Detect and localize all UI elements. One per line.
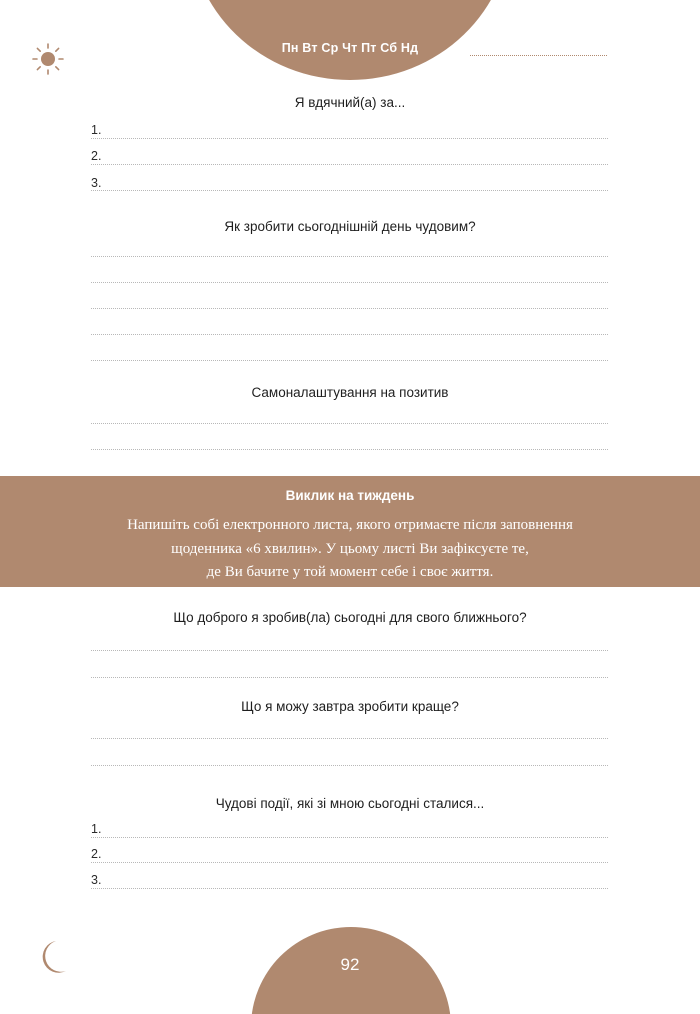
moon-icon bbox=[36, 939, 68, 975]
great-day-heading: Як зробити сьогоднішній день чудовим? bbox=[224, 219, 476, 234]
header-arc bbox=[189, 0, 511, 80]
weekly-challenge-text bbox=[0, 514, 700, 585]
great-day-line-5[interactable] bbox=[91, 360, 608, 361]
events-number-3: 3. bbox=[91, 873, 102, 887]
good-deed-heading: Що доброго я зробив(ла) сьогодні для свого ближнього? bbox=[173, 610, 527, 625]
gratitude-number-3: 3. bbox=[91, 176, 102, 190]
weekly-challenge-line-2: щоденника «6 хвилин». У цьому листі Ви зафіксуєте те, bbox=[171, 540, 529, 557]
gratitude-line-3[interactable] bbox=[91, 190, 608, 191]
gratitude-line-1[interactable] bbox=[91, 138, 608, 139]
great-day-line-2[interactable] bbox=[91, 282, 608, 283]
sun-icon bbox=[31, 42, 65, 76]
events-line-2[interactable] bbox=[91, 862, 608, 863]
affirmation-line-2[interactable] bbox=[91, 449, 608, 450]
weekly-challenge-line-1: Напишіть собі електронного листа, якого отримаєте після заповнення bbox=[127, 517, 573, 533]
events-number-1: 1. bbox=[91, 822, 102, 836]
good-deed-line-2[interactable] bbox=[91, 677, 608, 678]
events-number-2: 2. bbox=[91, 847, 102, 861]
great-day-line-3[interactable] bbox=[91, 308, 608, 309]
page-number: 92 bbox=[340, 955, 360, 974]
improve-heading: Що я можу завтра зробити краще? bbox=[241, 699, 459, 714]
great-day-line-1[interactable] bbox=[91, 256, 608, 257]
great-day-line-4[interactable] bbox=[91, 334, 608, 335]
good-deed-line-1[interactable] bbox=[91, 650, 608, 651]
weekday-selector[interactable]: Пн Вт Ср Чт Пт Сб Нд bbox=[281, 41, 419, 55]
weekly-challenge-banner bbox=[0, 476, 700, 587]
events-heading: Чудові події, які зі мною сьогодні сталися... bbox=[215, 796, 485, 811]
events-line-3[interactable] bbox=[91, 888, 608, 889]
affirmation-heading: Самоналаштування на позитив bbox=[251, 385, 449, 400]
gratitude-line-2[interactable] bbox=[91, 164, 608, 165]
affirmation-line-1[interactable] bbox=[91, 423, 608, 424]
gratitude-number-1: 1. bbox=[91, 123, 102, 137]
weekly-challenge-line-3: де Ви бачите у той момент себе і своє життя. bbox=[206, 564, 494, 580]
improve-line-2[interactable] bbox=[91, 765, 608, 766]
events-line-1[interactable] bbox=[91, 837, 608, 838]
gratitude-heading: Я вдячний(а) за... bbox=[294, 95, 406, 110]
gratitude-number-2: 2. bbox=[91, 149, 102, 163]
weekly-challenge-title: Виклик на тиждень bbox=[285, 488, 415, 503]
improve-line-1[interactable] bbox=[91, 738, 608, 739]
date-field[interactable] bbox=[470, 55, 607, 56]
